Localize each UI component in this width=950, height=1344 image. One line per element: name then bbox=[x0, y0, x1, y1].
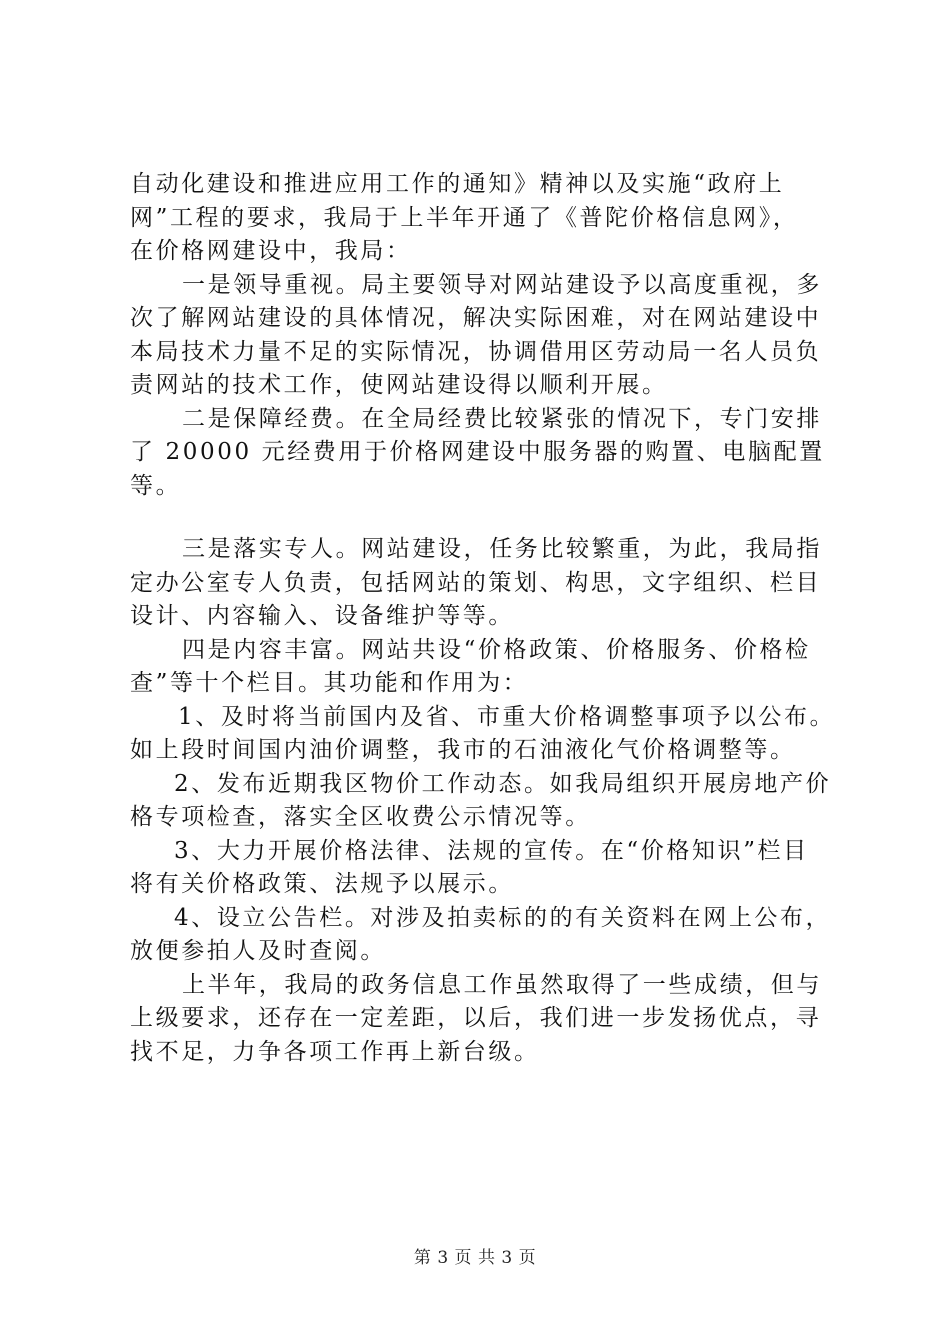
page-footer: 第 3 页 共 3 页 bbox=[413, 1248, 537, 1268]
paragraph-leadership: 一是领导重视。局主要领导对网站建设予以高度重视，多 次了解网站建设的具体情况，解决实际困难，对在网站建设中 本局技术力量不足的实际情况，协调借用区劳动局一名人员负 责网站的技术工作，使网站建设得以顺利开展。 bbox=[130, 271, 822, 398]
list-item-1: 1、及时将当前国内及省、市重大价格调整事项予以公布。 如上段时间国内油价调整，我市的石油液化气价格调整等。 bbox=[130, 703, 836, 763]
paragraph-funding: 二是保障经费。在全局经费比较紧张的情况下，专门安排 了 20000 元经费用于价格网建设中服务器的购置、电脑配置等。 bbox=[130, 405, 825, 499]
paragraph-staffing: 三是落实专人。网站建设，任务比较繁重，为此，我局指 定办公室专人负责，包括网站的策划、构思，文字组织、栏目 设计、内容输入、设备维护等等。 bbox=[130, 536, 822, 629]
list-item-4: 4、设立公告栏。对涉及拍卖标的的有关资料在网上公布， 放便参拍人及时查阅。 bbox=[130, 904, 832, 964]
document-body bbox=[130, 168, 845, 1069]
paragraph-summary: 上半年，我局的政务信息工作虽然取得了一些成绩，但与 上级要求，还存在一定差距，以后，我们进一步发扬优点，寻 找不足，力争各项工作再上新台级。 bbox=[130, 971, 822, 1065]
list-item-2: 2、发布近期我区物价工作动态。如我局组织开展房地产价 格专项检查，落实全区收费公示情况等。 bbox=[130, 770, 832, 830]
paragraph-intro-continued: 自动化建设和推进应用工作的通知》精神以及实施“政府上 网”工程的要求，我局于上半年开通了《普陀价格信息网》， 在价格网建设中，我局： bbox=[130, 171, 799, 264]
paragraph-content: 四是内容丰富。网站共设“价格政策、价格服务、价格检 查”等十个栏目。其功能和作用为： bbox=[130, 636, 811, 696]
list-item-3: 3、大力开展价格法律、法规的宣传。在“价格知识”栏目 将有关价格政策、法规予以展示。 bbox=[130, 837, 809, 897]
